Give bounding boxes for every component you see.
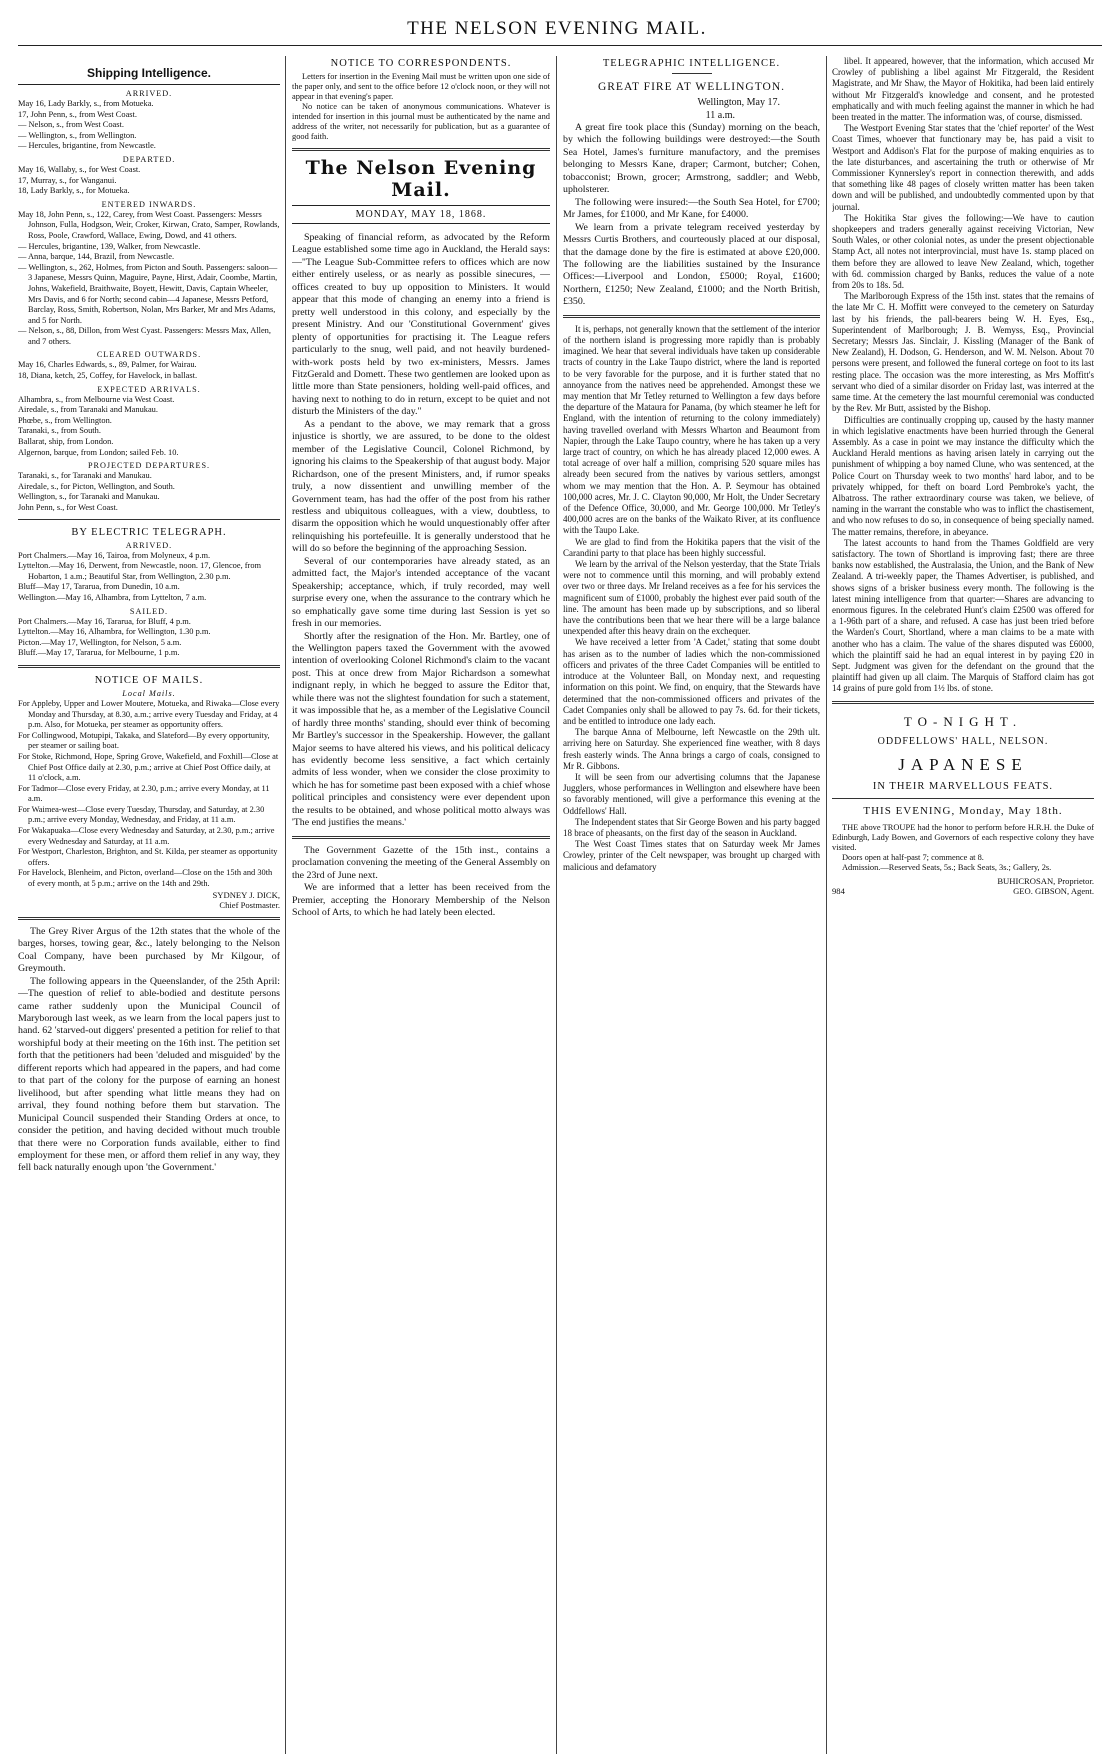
list-item: Bluff.—May 17, Tararua, for Melbourne, 1 p.m. [18,648,180,658]
ad-tonight: TO-NIGHT. [903,713,1023,729]
mails-heading: NOTICE OF MAILS. [94,674,204,686]
column-4 [832,56,1094,1754]
divider [18,519,280,520]
list-item: For Stoke, Richmond, Hope, Spring Grove, Wakefield, and Foxhill—Close at Chief Post Office daily at 2.30, p.m.; arrive at Chief Post Office daily, at 11 o'clock, a.m. [18,751,279,783]
list-item: For Havelock, Blenheim, and Picton, overland—Close on the 15th and 30th of every month, at 5 p.m.; arrive on the 14th and 29th. [18,868,273,889]
arrived-list [18,99,280,152]
expected-heading: EXPECTED ARRIVALS. [97,384,201,394]
ad-hall: ODDFELLOWS' HALL, NELSON. [877,735,1049,747]
list-item: Taranaki, s., for Taranaki and Manukau. [18,471,152,481]
list-item: Wellington, s., for Taranaki and Manukau. [18,492,160,502]
divider [672,73,712,74]
editorial-article [292,232,550,830]
news-column-4 [832,56,1094,695]
paragraph: We have received a letter from 'A Cadet,' stating that some doubt has arisen as to the number of ladies which the non-commissioned officers and privates of the three Cadet Companies will be entitled to introduce at the Volunteer Ball, on Monday next, and requesting information on this point. We find, on enquiry, that the Stewards have determined that the non-commissioned officers and privates of the Cadet Companies only shall be allowed to pay 7s. 6d. for their tickets, and be entitled to introduce one lady each. [563,637,820,726]
list-item: 17, Murray, s., for Wanganui. [18,175,117,185]
outwards-list [18,360,280,381]
divider [563,315,820,318]
divider [832,798,1094,799]
list-item: May 16, Charles Edwards, s., 89, Palmer, for Wairau. [18,360,197,370]
divider [832,701,1094,704]
list-item: Port Chalmers.—May 16, Tairoa, from Molyneux, 4 p.m. [18,550,211,560]
projected-heading: PROJECTED DEPARTURES. [87,461,211,471]
list-item: For Tadmor—Close every Friday, at 2.30, p.m.; arrive every Monday, at 11 a.m. [18,783,270,804]
paragraph: It is, perhaps, not generally known that the settlement of the interior of the northern island is progressing more rapidly than is probably imagined. We hear that several individuals have taken up considerable tracts of country in the Lake Taupo district, where the land is reported to be very favorable for the purpose, and it is further stated that no annoyance from the natives need be apprehended. Amongst these we may mention that Mr Tetley returned to Wellington a few days before the departure of the Mataura for Panama, (by which steamer he left for England, with the intention of returning to the colony immediately) having travelled overland with Messrs Wharton and Beaumont from Napier, through the Lake Taupo country, where he has taken up a very large tract of country, on which he has already placed 12,000 ewes. A total acreage of over half a million, comprising 520 square miles has already been secured from the natives by various settlers, amongst whom we may mention that the Hon. A. P. Seymour has obtained 100,000 acres, Mr. J. C. Clayton 90,000, Mr Holt, the Under Secretary of the Defence Office, 30,000, and Mr. George 100,000. Mr Tetley's 400,000 acres are on the banks of the Waikato River, at its confluence with the Taupo Lake. [563,323,820,536]
list-item: John Penn, s., for West Coast. [18,503,118,512]
masthead-rule [18,45,1102,46]
divider [292,836,550,839]
paragraph: The Government Gazette of the 15th inst., contains a proclamation convening the meeting of the General Assembly on the 23rd of June next. [292,844,550,881]
paragraph: Shortly after the resignation of the Hon. Mr. Bartley, one of the Wellington papers taxed the Government with the avowed intention of overlooking Colonel Richmond's claim to the vacant post. This at once drew from Major Richardson a somewhat indignant reply, in which he begged to assure the Editor that, while there was not the slightest foundation for such a statement, it was impossible that he, as a member of the Legislative Council of hardly three months' standing, should ever think of becoming Mr Bartley's successor in the Speakership. However, the gallant Major seems to have altered his views, and his political delicacy has evidently become less sensitive, a fact which certainly admits of less wonder, when we consider the close proximity to which he has for sometime past been exposed with a chief whose political principles and consistency were ever dependent upon the results to be obtained, and whose political motto always was 'The end justifies the means.' [292,630,550,829]
projected-list [18,471,280,513]
list-item: — Wellington, s., 262, Holmes, from Picton and South. Passengers: saloon—3 Japanese, Messrs Quinn, Maguire, Payne, Hirst, Adair, Coombe, Martin, Johns, Wakefield, Braithwaite, Boyett, Hewitt, Davis, Captain Wheeler, Mrs Davis, and 6 for North; second cabin—4 Japanese, Messrs Petford, Barclay, Ross, Smith, Robertson, Nolan, Mrs Barker, Mr and Mrs Adams, and 5 for North. [18,262,278,325]
list-item: Alhambra, s., from Melbourne via West Coast. [18,394,175,404]
paragraph: The following appears in the Queenslander, of the 25th April:—The question of relief to able-bodied and destitute persons came rather suddenly upon the Municipal Council of Maryborough last week, as we learn from the local papers just to hand. 62 'starved-out diggers' presented a petition for relief to that worshipful body at their meeting on the 16th inst. The petition set forth that the petitioners had been 'deluded and misguided' by the different reports which had appeared in the papers, and had come to that part of the colony for the purpose of earning an honest livelihood, but after spending what little means they had on arrival, they found nothing before them but starvation. The Municipal Council suspended their Standing Orders at once, to consider the petition, and having decided without much trouble that there were no Corporation funds available, either to find employment for these men, or afford them relief in any way, they fell back naturally enough upon 'the Government.' [18,975,280,1174]
list-item: Airedale, s., for Picton, Wellington, and South. [18,481,175,491]
inwards-list [18,210,280,348]
paragraph: libel. It appeared, however, that the information, which accused Mr Crowley of publishing a libel against Mr Fitzgerald, the Resident Magistrate, and Mr Shaw, the Mayor of Hokitika, had been laid entirely without Mr Fitzgerald's knowledge and consent, and he protested emphatically and with much feeling against the manner in which he had been treated in the matter. The information was, of course, dismissed. [832,56,1094,123]
list-item: Taranaki, s., from South. [18,426,101,436]
column-2 [292,56,550,1754]
issue-date: MONDAY, MAY 18, 1868. [292,205,550,224]
list-item: For Westport, Charleston, Brighton, and St. Kilda, per steamer as opportunity offers. [18,847,278,867]
list-item: 18, Lady Barkly, s., for Motueka. [18,186,130,196]
outwards-heading: CLEARED OUTWARDS. [96,350,202,360]
postmaster-title: Chief Postmaster. [219,900,280,911]
paragraph: We are informed that a letter has been received from the Premier, accepting the Honorary Membership of the Nelson School of Arts, to which he had lately been elected. [292,882,550,919]
list-item: — Hercules, brigantine, from Newcastle. [18,141,156,151]
inwards-heading: ENTERED INWARDS. [101,199,197,209]
mails-subheading: Local Mails. [122,688,176,698]
list-item: — Hercules, brigantine, 139, Walker, from Newcastle. [18,241,201,251]
paragraph: A great fire took place this (Sunday) morning on the beach, by which the following buildings were destroyed:—the South Sea Hotel, James's furniture manufactory, and the premises belonging to Messrs Kane, draper; Carmont, butcher; Cohen, tobacconist; Brown, grocer; Armstrong, saddler; and Webb, upholsterer. [563,122,820,196]
list-item: Ballarat, ship, from London. [18,437,114,447]
paragraph: The Hokitika Star gives the following:—We have to caution shopkeepers and traders generally against receiving Victorian, New South Wales, or other colonial notes, as under the present objectionable Stamp Act, all notes not interprovincial, must have 1s. stamp placed on them before they are allowed to leave New Zealand, which, together with 6d. commission charged by Banks, reduces the value of a note from 20s to 18s. 5d. [832,212,1094,291]
fire-headline: GREAT FIRE AT WELLINGTON. [597,81,786,93]
column-1 [18,56,280,1754]
list-item: Airedale, s., from Taranaki and Manukau. [18,405,158,415]
list-item: Bluff—May 17, Tararua, from Dunedin, 10 a.m. [18,582,180,592]
list-item: May 18, John Penn, s., 122, Carey, from West Coast. Passengers: Messrs Johnson, Fulla, Hodgson, Weir, Croker, Kirwan, Crato, Samper, Rowlands, Ross, Poole, Crawford, Wallace, Ewing, Dowd, and 41 others. [18,209,280,240]
news-column-3 [563,324,820,873]
ad-japanese: JAPANESE [898,754,1028,774]
mails-list [18,699,280,890]
list-item: Picton.—May 17, Wellington, for Nelson, 5 a.m. [18,637,182,647]
paragraph: Difficulties are continually cropping up, caused by the hasty manner in which legislative enactments have been hurried through the General Assembly. As a case in point we may instance the difficulty which the Auckland Herald mentions as having arisen lately in carrying out the punishment of whipping a boy named Clune, who was sentenced, at the Police Court on Thursday week to two months' hard labor, and to be privately whipped, for theft on board Lord Pembroke's yacht, the Albatross. The rather extraordinary course was taken, we believe, of naming in the warrant the constable who was to inflict the chastisement, and who now refuses to do so, in consequence of being specially named. The matter remains, therefore, in abeyance. [832,414,1094,537]
departed-heading: DEPARTED. [122,154,176,164]
list-item: May 16, Wallaby, s., for West Coast. [18,164,141,174]
ad-body: THE above TROUPE had the honor to perform before H.R.H. the Duke of Edinburgh, Lady Bowen, and Governors of each respective colony they have visited. Doors open at half-past 7; commence at 8. Admission.—Reserved Seats, 5s.; Back Seats, 3s.; Gallery, 2s. [832,822,1094,872]
paragraph: The Westport Evening Star states that the 'chief reporter' of the West Coast Times, whoever that functionary may be, has paid a visit to Westport and Addison's Flat for the purpose of making enquiries as to the late disturbances, and ascertaining the truth or otherwise of Mr Commissioner Kynnersley's report in connection therewith, and adds that something like 48 pages of closely written matter has been taken down and will be published, and undoubtedly commented upon by that journal. [832,123,1094,212]
fire-article [563,122,820,309]
arrived-heading: ARRIVED. [125,89,173,98]
paragraph: As a pendant to the above, we may remark that a gross injustice is shortly, we are assured, to be done to the oldest member of the Legislative Council, Colonel Richmond, by ignoring his claims to the Speakership of that august body. Major Richardson, one of the present Ministers, and, if rumor speaks truly, a now dissentient and unwilling member of the Government team, has had the offer of the post from his rather restless and ubiquitous colleagues, with a view, doubtless, to disarm the opposition which he would unquestionably offer after relinquishing his portefeuille. It is generally understood that he will do so before the beginning of the approaching Session. [292,418,550,555]
divider [18,665,280,668]
expected-list [18,395,280,459]
gazette-notes [292,845,550,920]
fire-time: 11 a.m. [705,110,735,121]
list-item: Lyttelton.—May 16, Alhambra, for Wellington, 1.30 p.m. [18,627,211,637]
list-item: — Wellington, s., from Wellington. [18,130,137,140]
list-item: Port Chalmers.—May 16, Tararua, for Bluff, 4 p.m. [18,616,191,626]
paragraph: We learn from a private telegram received yesterday by Messrs Curtis Brothers, and courteously placed at our disposal, that the damage done by the fire is estimated at above £20,000. The following are the liabilities sustained by the Insurance Offices:—Liverpool and London, £5000; Royal, £1600; Northern, £1250; New Zealand, £1000; and the North British, £350. [563,221,820,308]
grey-river-article [18,926,280,1175]
paragraph: We learn by the arrival of the Nelson yesterday, that the State Trials were not to commence until this morning, and will probably extend over two or three days. Mr Ireland receives as a fee for his services the magnificent sum of £1000, probably the highest ever paid south of the line. The amount has been made up by subscriptions, and so liberal have the contributions been that we hear there will be a large balance unexpended after this heavy drain on the exchequer. [563,559,820,637]
list-item: Wellington.—May 16, Alhambra, from Lyttelton, 7 a.m. [18,592,207,602]
divider [292,148,550,151]
paper-title: The Nelson Evening Mail. [305,157,537,201]
paragraph: The barque Anna of Melbourne, left Newcastle on the 29th ult. arriving here on Saturday. She experienced fine weather, with 8 days fresh easterly winds. The Anna brings a cargo of coals, consigned to Mr R. Gibbons. [563,727,820,771]
tel-sailed-list [18,617,280,659]
paragraph: The latest accounts to hand from the Thames Goldfield are very satisfactory. The town of Shortland is improving fast; there are three banks now established, the Australasia, the Union, and the Bank of New Zealand. A tri-weekly paper, the Thames Advertiser, is published, and shows signs of a brisker business every month. The following is the latest mining intelligence from that quarter:—Shares are advancing to enormous figures. In the celebrated Hunt's claim £2500 was offered for a 1-96th part of a share, and refused. A case has just been tried before the Warden's Court, Shortland, where a man claims to be a mate with another who has a claim. The value of the shares disputed was £6000, which the plaintiff said he had an equal interest in by paying £20 in Sept. Judgment was given for the defendant on the ground that the plaintiff had given up all claim. The Marquis of Stafford claim has got 14 grains of pure gold from 1½ lbs. of stone. [832,537,1094,694]
correspondents-heading: NOTICE TO CORRESPONDENTS. [330,58,512,69]
tel-arrived-list [18,551,280,604]
paragraph: The Grey River Argus of the 12th states that the whole of the barges, horses, towing gear, &c., lately belonging to the Nelson Coal Company, have been purchased by Mr Kilgour, of Greymouth. [18,925,280,975]
divider [18,917,280,920]
paragraph: No notice can be taken of anonymous communications. Whatever is intended for insertion in this journal must be authenticated by the name and address of the writer, not necessarily for publication, but as a guarantee of good faith. [292,102,550,141]
list-item: Lyttelton.—May 16, Derwent, from Newcastle, noon. 17, Glencoe, from Hobarton, 1 a.m.; Beautiful Star, from Wellington, 2.30 p.m. [18,561,262,581]
masthead: THE NELSON EVENING MAIL. [407,18,707,39]
list-item: — Nelson, s., from West Coast. [18,120,124,130]
ad-number: 984 [832,886,845,897]
list-item: — Nelson, s., 88, Dillon, from West Cyast. Passengers: Messrs Max, Allen, and 7 others. [18,326,271,346]
list-item: 18, Diana, ketch, 25, Coffey, for Havelock, in ballast. [18,371,198,381]
list-item: For Wakapuaka—Close every Wednesday and Saturday, at 2.30, p.m.; arrive every Wednesday and Saturday, at 11 a.m. [18,826,275,846]
paragraph: The following were insured:—the South Sea Hotel, for £700; Mr James, for £1000, and Mr Kane, for £4000. [563,196,820,221]
list-item: For Waimea-west—Close every Tuesday, Thursday, and Saturday, at 2.30 p.m.; arrive every Monday, Wednesday, and Friday, at 11 a.m. [18,804,265,825]
ad-proprietor: BUHICROSAN, Proprietor. [997,875,1094,886]
ad-agent: GEO. GIBSON, Agent. [1013,886,1094,897]
departed-list [18,165,280,197]
telegraph-heading: BY ELECTRIC TELEGRAPH. [71,526,227,538]
paragraph: It will be seen from our advertising columns that the Japanese Jugglers, whose performances in Wellington and elsewhere have been so favorably mentioned, will give a performance this evening at the Oddfellows' Hall. [563,771,820,816]
column-rule [556,56,557,1754]
list-item: May 16, Lady Barkly, s., from Motueka. [18,99,154,108]
correspondents-notice [292,72,550,142]
tel-sailed-heading: SAILED. [129,606,169,616]
ad-evening: THIS EVENING, Monday, May 18th. [863,804,1063,817]
paragraph: Letters for insertion in the Evening Mail must be written upon one side of the paper only, and sent to the office before 12 o'clock noon, or they will not appear in that evening's paper. [292,72,550,101]
list-item: 17, John Penn, s., from West Coast. [18,109,137,119]
paragraph: The Marlborough Express of the 15th inst. states that the remains of the late Mr C. H. Moffitt were conveyed to the cemetery on Saturday last by his friends, the pall-bearers being W. H. Eyes, Esq., Superintendent of Marlborough; J. B. Wemyss, Esq., Provincial Secretary; Messrs Jas. Sinclair, J. Kissling (Manager of the Bank of New Zealand), H. Dodson, G. Henderson, and W. M. Nelson. About 70 persons were present, and followed the funeral cortege on foot to its last resting place. The occasion was the more interesting, as Mrs Moffitt's servant who died of a similar disorder on Friday last, was interred at the same time. At the cemetery the last mournful ceremonial was conducted by the Rev. Mr Butt, assisted by the Bishop. [832,291,1094,414]
fire-dateline: Wellington, May 17. [697,97,780,108]
paragraph: Speaking of financial reform, as advocated by the Reform League established some time ago in Auckland, the Herald says:—"The League Sub-Committee refers to offices which are now either entirely useless, or as nearly as possible sinecures, —offices created to buy up opposition to Ministers. It would appear that this mode of changing an enemy into a friend is pretty well understood in this colony, and especially by the present Ministry. And our 'Constitutional Government' gives plenty of opportunities for practising it. The League refers particularly to the snug, well paid, and not heavily burdened-with-work posts held by two ex-ministers, Messrs. James FitzGerald and Domett. These two gentlemen are looked upon as little more than State pensioners, holding well-paid offices, and having next to nothing to do in return, except to be quiet and not disturb the Ministers of the day." [292,232,550,418]
ad-footer [832,886,1094,896]
list-item: For Appleby, Upper and Lower Moutere, Motueka, and Riwaka—Close every Monday and Thursday, at 8.30, a.m.; arrive every Tuesday and Friday, at 4 p.m. Also, for Motueka, per steamer as opportunity offers. [18,698,280,730]
shipping-title: Shipping Intelligence. [18,62,280,85]
list-item: — Anna, barque, 144, Brazil, from Newcastle. [18,252,175,262]
tel-arrived-heading: ARRIVED. [125,540,173,550]
column-rule [826,56,827,1754]
paragraph: We are glad to find from the Hokitika papers that the visit of the Carandini party to that place has been highly successful. [563,536,820,558]
postmaster-name: SYDNEY J. DICK, [212,889,280,900]
list-item: Algernon, barque, from London; sailed Feb. 10. [18,447,179,457]
paragraph: Several of our contemporaries have already stated, as an admitted fact, the Major's intended acceptance of the vacant Speakership; acceptance, which, if truly recorded, may well surprise every one, when the assurance to the contrary which he so emphatically gave some time during last Session is yet so fresh in our memories. [292,555,550,630]
telegraphic-heading: TELEGRAPHIC INTELLIGENCE. [602,58,781,69]
paragraph: The West Coast Times states that on Saturday week Mr James Crowley, printer of the Celt newspaper, was brought up charged with malicious and defamatory [563,839,820,872]
list-item: Phœbe, s., from Wellington. [18,415,112,425]
list-item: For Collingwood, Motupipi, Takaka, and Slateford—By every opportunity, per steamer or sailing boat. [18,730,270,751]
column-rule [285,56,286,1754]
paragraph: The Independent states that Sir George Bowen and his party bagged 18 brace of pheasants, on the first day of the season in Auckland. [563,816,820,838]
ad-feats: IN THEIR MARVELLOUS FEATS. [872,780,1054,792]
column-3 [563,56,820,1754]
